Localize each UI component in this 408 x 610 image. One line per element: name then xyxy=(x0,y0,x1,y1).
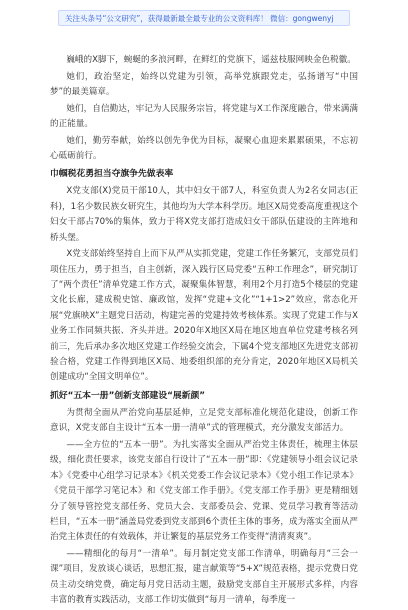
paragraph-intro: 巍峨的X脚下，蜿蜒的多浪河畔，在鲜红的党旗下，遥兹枝服网映金色税徽。 xyxy=(66,55,356,65)
header-banner xyxy=(58,10,350,26)
paragraph-five-books: ——全方位的“五本一册”。为扎实落实全面从严治党主体责任，梳理主体层级，细化责任要求，该党支部自行设计了“五本一册”即：《党建领导小组会议记录本》《党委中心组学习记录本》《机关党委工作会议记录本》《党小组工作记录本》《党员干部学习笔记本》和《党支部工作手册》。《党支部工作手册》更是精细划分了领导管控党支部任务、党员大会、支部委员会、党课、党员学习教育等活动栏目，“五本一册”涵盖局党委到党支部到6个责任主体的事务，成为落实全面从严治党主体责任的有效载体，并让繁复的基层党务工作变得“清清爽爽”。 xyxy=(50,439,358,543)
banner-text: 关注头条号“公文研究”，获得最新最全最专业的公文资料库！ 微信：gongwenyj xyxy=(65,13,334,23)
section-heading-1: 巾帼税花勇担当夺旗争先做表率 xyxy=(50,169,174,180)
paragraph-branch-overview: X党支部(X)党员干部10人，其中妇女干部7人，科室负责人为2名女同志(正科)，1名少数民族女研究生，其他均为大学本科学历。地区X局党委高度重视这个妇女干部占70%的集体，致力于将X党支部打造成妇女干部队伍建设的主阵地和桥头堡。 xyxy=(50,186,358,243)
paragraph-branch-achievements: X党支部始终坚持自上而下从严从实抓党建，党建工作任务繁冗，支部党员们项住压力，勇于担当，自主创新，深入践行区局党委“五种工作理念”，研究制订了“两个责任”清单党建工作方式，凝聚集体智慧，利用2个月打造5个楼层的党建文化长廊，建成税史馆、廉政馆，发挥“党建+文化”“1+1>2”效应，常态化开展“党旗映X”主题党日活动，构建完善的党建持效考核体系。实现了党建工作与X业务工作同频共振、齐头并进。2020年X地区X局在地区地直单位党建考核名列前三，先后承办多次地区党建工作经验交流会，下属4个党支部地区先进党支部初验合格，党建工作得到地区X局、地委组织部的充分肯定，2020年地区X局机关创建成功“全国文明单位”。 xyxy=(50,249,358,383)
paragraph-dedication: 她们，勤劳奉献，始终以创先争优为目标，凝聚心血迎来累累硕果，不忘初心砥砺前行。 xyxy=(50,135,358,161)
paragraph-innovation: 为贯彻全面从严治党向基层延伸，立足党支部标准化规范化建设，创新工作意识，X党支部自主设计“五本一册一清单”式的管理模式，充分激发支部活力。 xyxy=(50,407,358,434)
paragraph-monthly-list: ——精细化的每月“一清单”。每月制定党支部工作清单，明确每月“三会一课”项目，发放谈心谈话，思想汇报，建言献策等“5+X”规范表格，提示党费日党员主动交纳党费，确定每月党日活动主题，鼓励党支部自主开展形式多样，内容丰富的教育实践活动，支部工作切实做到“每月一清单，每季度一 xyxy=(50,548,358,606)
document-body xyxy=(50,53,358,610)
section-heading-2: 抓好“五本一册”创新支部建设“展新颜” xyxy=(50,390,206,401)
paragraph-confident: 她们，自信勤达，牢记为人民服务宗旨，将党建与X工作深度融合，带来满满的正能量。 xyxy=(50,103,358,129)
paragraph-political: 她们，政治坚定，始终以党建为引领，高举党旗跟党走，弘扬谱写“中国梦”的最美篇章。 xyxy=(50,71,358,97)
